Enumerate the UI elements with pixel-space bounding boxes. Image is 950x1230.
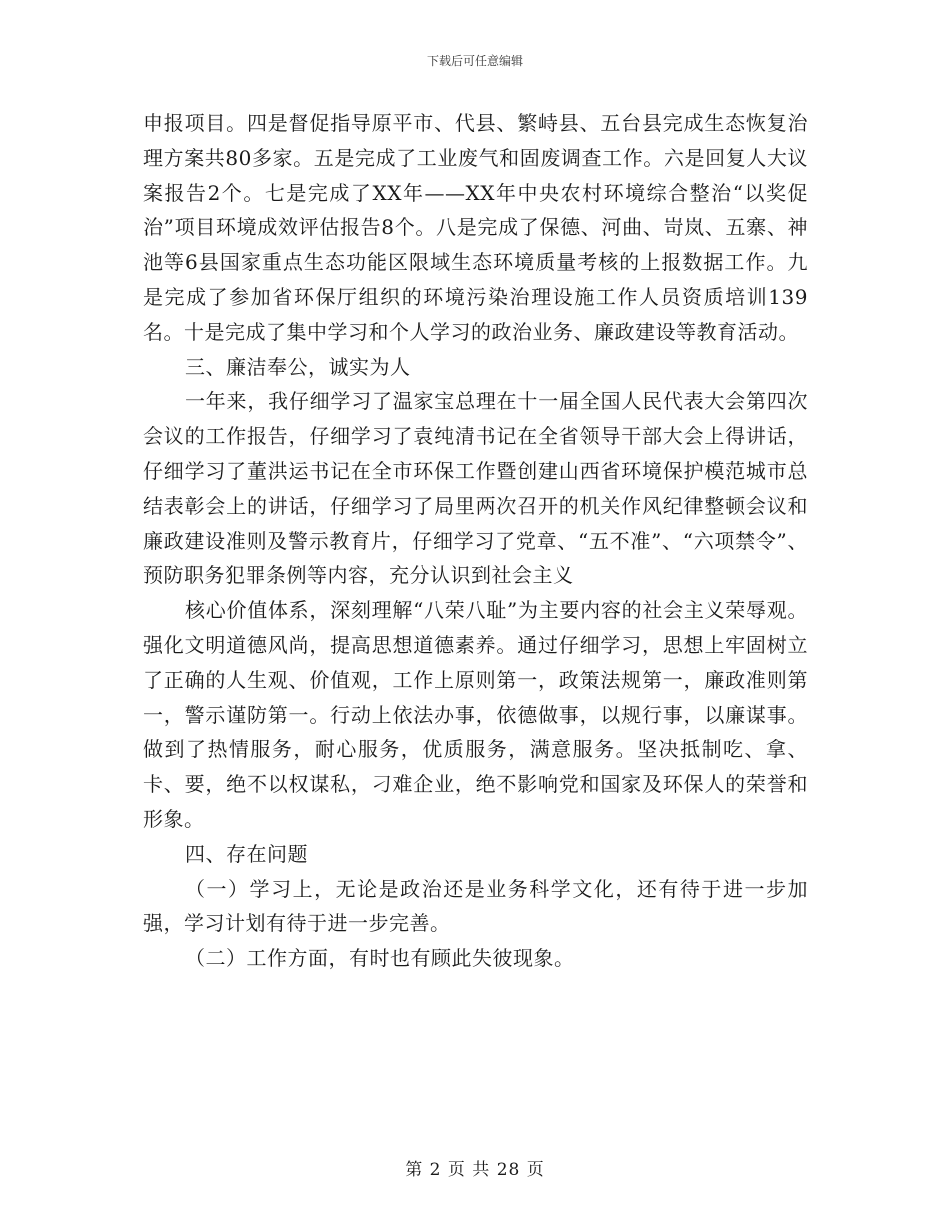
paragraph-problem-study: （一）学习上，无论是政治还是业务科学文化，还有待于进一步加强，学习计划有待于进一步完善。 [143, 876, 808, 936]
download-note-header: 下载后可任意编辑 [426, 54, 523, 68]
section-heading-integrity: 三、廉洁奉公，诚实为人 [185, 354, 411, 379]
paragraph-core-values: 核心价值体系，深刻理解“八荣八耻”为主要内容的社会主义荣辱观。强化文明道德风尚，提高思想道德素养。通过仔细学习，思想上牢固树立了正确的人生观、价值观，工作上原则第一，政策法规第一，廉政准则第一，警示谨防第一。行动上依法办事，依德做事，以规行事，以廉谋事。做到了热情服务，耐心服务，优质服务，满意服务。坚决抵制吃、拿、卡、要，绝不以权谋私，刁难企业，绝不影响党和国家及环保人的荣誉和形象。 [143, 598, 808, 831]
paragraph-study-record: 一年来，我仔细学习了温家宝总理在十一届全国人民代表大会第四次会议的工作报告，仔细学习了袁纯清书记在全省领导干部大会上得讲话，仔细学习了董洪运书记在全市环保工作暨创建山西省环境保护模范城市总结表彰会上的讲话，仔细学习了局里两次召开的机关作风纪律整顿会议和廉政建设准则及警示教育片，仔细学习了党章、“五不准”、“六项禁令”、预防职务犯罪条例等内容，充分认识到社会主义 [143, 389, 808, 588]
section-heading-problems: 四、存在问题 [185, 841, 308, 866]
document-body [143, 106, 808, 976]
paragraph-projects-list: 申报项目。四是督促指导原平市、代县、繁峙县、五台县完成生态恢复治理方案共80多家。五是完成了工业废气和固废调查工作。六是回复人大议案报告2个。七是完成了XX年——XX年中央农村环境综合整治“以奖促治”项目环境成效评估报告8个。八是完成了保德、河曲、岢岚、五寨、神池等6县国家重点生态功能区限域生态环境质量考核的上报数据工作。九是完成了参加省环保厅组织的环境污染治理设施工作人员资质培训139名。十是完成了集中学习和个人学习的政治业务、廉政建设等教育活动。 [143, 111, 808, 344]
paragraph-problem-work: （二）工作方面，有时也有顾此失彼现象。 [185, 946, 575, 971]
page-number-footer: 第 2 页 共 28 页 [405, 1160, 545, 1180]
